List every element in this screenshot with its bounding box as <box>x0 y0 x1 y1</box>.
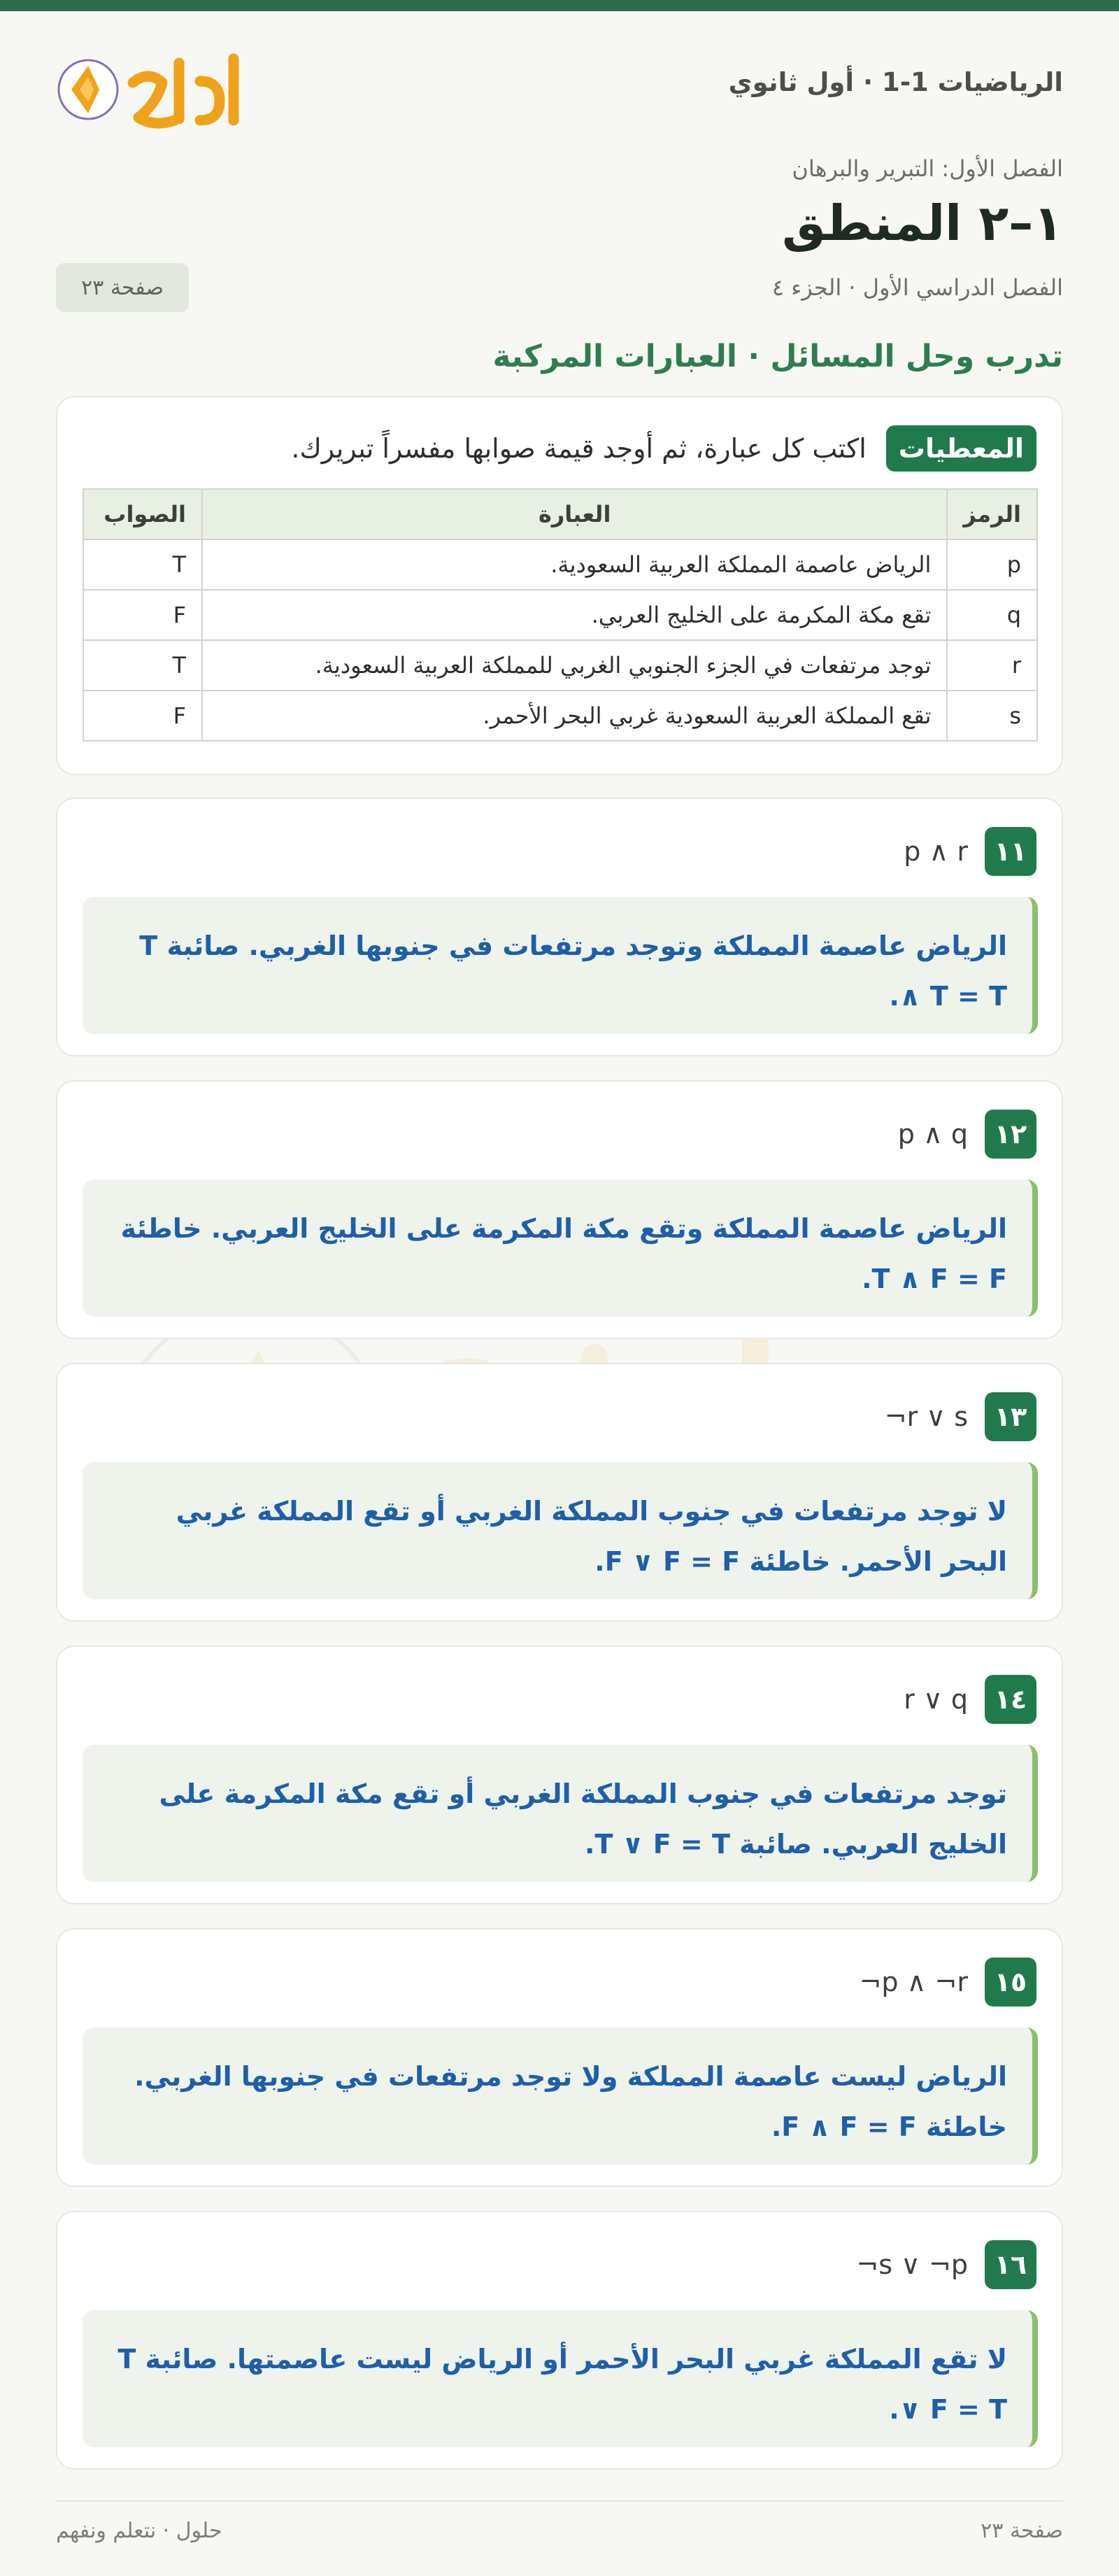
answer-box <box>83 2310 1038 2447</box>
answer-text: توجد مرتفعات في جنوب المملكة الغربي أو تقع مكة المكرمة على الخليج العربي. صائبة T ∨ F = T. <box>159 1778 1007 1860</box>
givens-instruction: اكتب كل عبارة، ثم أوجد قيمة صوابها مفسراً تبريرك. <box>291 433 867 464</box>
answer-text: الرياض عاصمة المملكة وتوجد مرتفعات في جنوبها الغربي. صائبة T ∧ T = T. <box>139 930 1007 1012</box>
question-number: ١٣ <box>985 1392 1036 1441</box>
givens-badge: المعطيات <box>886 425 1036 472</box>
givens-table <box>83 488 1038 742</box>
question-expression: r ∨ q <box>904 1684 968 1715</box>
question-card-13 <box>56 1363 1063 1622</box>
question-header <box>856 2240 1036 2289</box>
top-accent-bar <box>0 0 1119 11</box>
question-header <box>904 1675 1036 1724</box>
answer-box <box>83 1180 1038 1317</box>
question-header <box>904 827 1036 876</box>
table-row <box>83 539 1037 590</box>
question-number: ١١ <box>985 827 1036 876</box>
answer-text: لا تقع المملكة غربي البحر الأحمر أو الرياض ليست عاصمتها. صائبة T ∨ F = T. <box>117 2344 1007 2425</box>
series-title: الرياضيات 1-1 · أول ثانوي <box>728 67 1063 97</box>
question-expression: ¬s ∨ ¬p <box>856 2249 968 2280</box>
header-value: الصواب <box>83 489 202 539</box>
section-title: تدرب وحل المسائل · العبارات المركبة <box>492 339 1063 374</box>
cell-statement: توجد مرتفعات في الجزء الجنوبي الغربي للمملكة العربية السعودية. <box>202 640 947 691</box>
page-header <box>56 42 1063 133</box>
question-expression: p ∧ r <box>904 836 968 867</box>
cell-value: F <box>83 691 202 741</box>
question-number: ١٥ <box>985 1958 1036 2007</box>
question-header <box>860 1958 1036 2007</box>
question-header <box>898 1110 1036 1159</box>
header-symbol: الرمز <box>947 489 1037 539</box>
table-header-row <box>83 489 1037 539</box>
answer-box <box>83 897 1038 1034</box>
answer-box <box>83 2027 1038 2165</box>
cell-value: F <box>83 590 202 640</box>
question-card-16 <box>56 2211 1063 2470</box>
question-card-12 <box>56 1080 1063 1339</box>
question-card-11 <box>56 798 1063 1056</box>
question-card-14 <box>56 1646 1063 1904</box>
table-row <box>83 590 1037 640</box>
chapter-label: الفصل الأول: التبرير والبرهان <box>792 155 1063 182</box>
answer-box <box>83 1462 1038 1599</box>
question-card-15 <box>56 1928 1063 2187</box>
footer-divider <box>56 2500 1063 2502</box>
table-row <box>83 640 1037 691</box>
answer-text: لا توجد مرتفعات في جنوب المملكة الغربي أو تقع المملكة غربي البحر الأحمر. خاطئة F ∨ F = F. <box>176 1496 1007 1577</box>
cell-value: T <box>83 640 202 691</box>
footer-brand: حلول · نتعلم ونفهم <box>56 2519 222 2543</box>
question-expression: ¬r ∨ s <box>884 1401 968 1432</box>
cell-symbol: s <box>947 691 1037 741</box>
givens-card <box>56 396 1063 775</box>
answer-text: الرياض ليست عاصمة المملكة ولا توجد مرتفعات في جنوبها الغربي. خاطئة F ∧ F = F. <box>134 2061 1007 2142</box>
cell-statement: الرياض عاصمة المملكة العربية السعودية. <box>202 539 947 590</box>
question-number: ١٢ <box>985 1110 1036 1159</box>
cell-statement: تقع مكة المكرمة على الخليج العربي. <box>202 590 947 640</box>
answer-text: الرياض عاصمة المملكة وتقع مكة المكرمة على الخليج العربي. خاطئة T ∧ F = F. <box>120 1213 1007 1294</box>
question-number: ١٦ <box>985 2240 1036 2289</box>
cell-statement: تقع المملكة العربية السعودية غربي البحر الأحمر. <box>202 691 947 741</box>
table-row <box>83 691 1037 741</box>
footer-page-number: صفحة ٢٣ <box>981 2519 1063 2543</box>
lesson-title: ١–٢ المنطق <box>782 194 1063 252</box>
header-statement: العبارة <box>202 489 947 539</box>
question-header <box>885 1392 1036 1441</box>
page-badge: صفحة ٢٣ <box>56 263 189 312</box>
hulul-logo[interactable] <box>56 42 259 133</box>
answer-box <box>83 1745 1038 1882</box>
question-expression: ¬p ∧ ¬r <box>859 1967 968 1997</box>
question-number: ١٤ <box>985 1675 1036 1724</box>
question-expression: p ∧ q <box>897 1119 968 1149</box>
cell-value: T <box>83 539 202 590</box>
cell-symbol: r <box>947 640 1037 691</box>
givens-header <box>291 425 1036 472</box>
semester-label: الفصل الدراسي الأول · الجزء ٤ <box>771 274 1063 301</box>
cell-symbol: p <box>947 539 1037 590</box>
cell-symbol: q <box>947 590 1037 640</box>
